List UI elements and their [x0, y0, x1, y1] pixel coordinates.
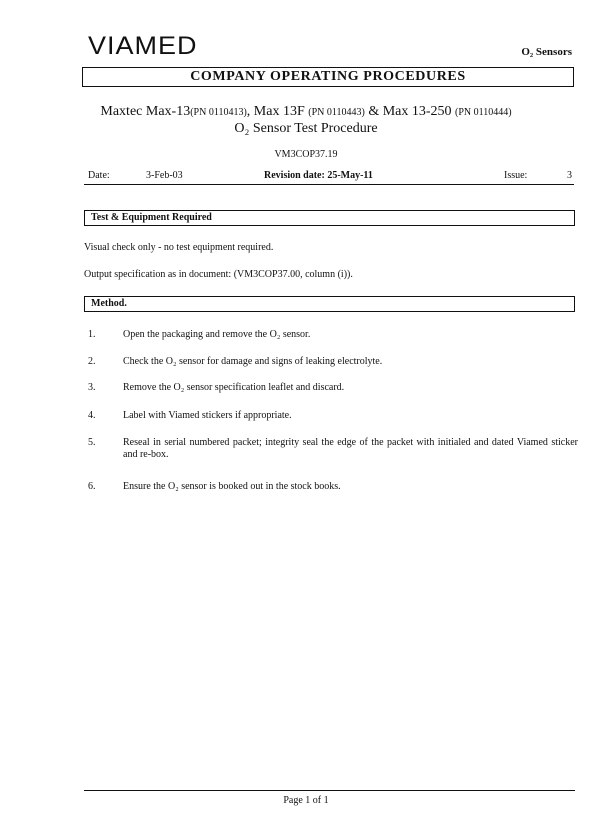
section-label: O₂ Sensors: [521, 46, 572, 58]
issue-value: 3: [567, 170, 572, 181]
document-meta-row: [84, 168, 574, 185]
document-reference: VM3COP37.19: [274, 149, 338, 160]
method-heading: Method.: [84, 296, 575, 312]
step-text: Open the packaging and remove the O₂ sensor.: [123, 329, 311, 340]
step-number: 1.: [88, 329, 96, 340]
title-model-1: Maxtec Max-13: [100, 104, 191, 119]
issue-label: Issue:: [504, 170, 528, 181]
step-text: Remove the O₂ sensor specification leaflet and discard.: [123, 382, 345, 393]
page-number: Page 1 of 1: [283, 795, 329, 806]
footer-divider: [84, 790, 575, 791]
title-pn-1: (PN 0110413): [190, 107, 247, 118]
step-number: 5.: [88, 437, 96, 448]
title-pn-3: (PN 0110444): [455, 107, 512, 118]
step-text: Label with Viamed stickers if appropriate.: [123, 410, 292, 421]
date-label: Date:: [88, 170, 110, 181]
document-title: [0, 104, 612, 120]
equipment-heading: Test & Equipment Required: [84, 210, 575, 226]
title-model-2: , Max 13F: [246, 104, 309, 119]
step-number: 2.: [88, 356, 96, 367]
equipment-line-1: Visual check only - no test equipment required.: [84, 242, 274, 253]
document-subtitle: O₂ Sensor Test Procedure: [234, 121, 378, 136]
step-text: Ensure the O₂ sensor is booked out in the stock books.: [123, 481, 341, 492]
viamed-logo: VIAMED: [88, 32, 198, 60]
title-model-3: & Max 13-250: [364, 104, 456, 119]
step-number: 6.: [88, 481, 96, 492]
step-text: Check the O₂ sensor for damage and signs of leaking electrolyte.: [123, 356, 383, 367]
step-number: 3.: [88, 382, 96, 393]
date-value: 3-Feb-03: [146, 170, 183, 181]
company-operating-procedures-banner: COMPANY OPERATING PROCEDURES: [82, 67, 574, 87]
step-text: Reseal in serial numbered packet; integrity seal the edge of the packet with initialed and dated Viamed sticker and re-box.: [123, 437, 578, 460]
title-pn-2: (PN 0110443): [308, 107, 365, 118]
step-number: 4.: [88, 410, 96, 421]
revision-date: Revision date: 25-May-11: [264, 170, 373, 181]
equipment-line-2: Output specification as in document: (VM3COP37.00, column (i)).: [84, 269, 353, 280]
